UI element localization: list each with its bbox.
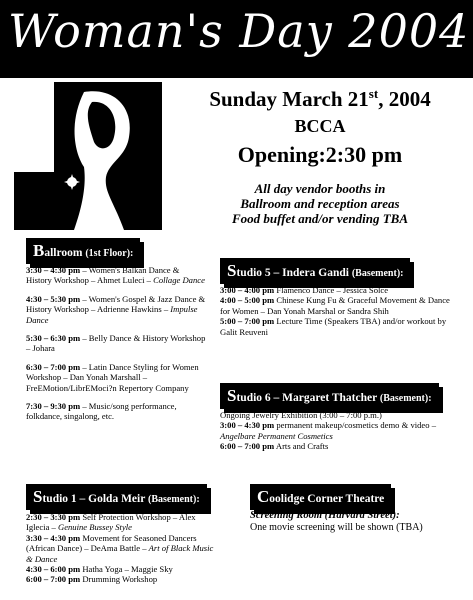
list-item: 4:30 – 5:30 pm – Women's Gospel & Jazz Dance & History Workshop – Adrienne Hawkins – Impulse Dance — [26, 293, 206, 325]
studio6-schedule — [220, 410, 455, 452]
list-item: 6:30 – 7:00 pm – Latin Dance Styling for Women Workshop – Dan Yonah Marshall – FreEMotion/LibrEMoci?n Repertory Company — [26, 361, 199, 393]
studio1-schedule — [26, 512, 221, 585]
screening-text: One movie screening will be shown (TBA) — [250, 521, 423, 533]
event-venue: BCCA — [294, 116, 346, 136]
ballroom-schedule — [26, 265, 206, 430]
list-item: 2:30 – 3:30 pm Self Protection Workshop – Alex Iglecia – Genuine Bussey Style — [26, 512, 196, 533]
coolidge-heading: Coolidge Corner Theatre — [250, 484, 391, 510]
studio5-schedule — [220, 285, 455, 337]
list-item: 7:30 – 9:30 pm – Music/song performance, folkdance, singalong, etc. — [26, 401, 177, 422]
list-item: 3:30 – 4:30 pm – Women's Balkan Dance & History Workshop – Ahmet Luleci – Collage Dance — [26, 265, 205, 286]
title-banner — [0, 0, 473, 78]
vendor-info: All day vendor booths in Ballroom and reception areas Food buffet and/or vending TBA — [231, 181, 408, 226]
list-item: Ongoing Jewelry Exhibition (3:00 – 7:00 p.m.) — [220, 410, 382, 420]
screening-room: Screening Room (Harvard Street): — [250, 510, 400, 521]
list-item: 3:30 – 4:30 pm Movement for Seasoned Dancers (African Dance) – DeAma Battle – Art of Black Music & Dance — [26, 532, 214, 564]
list-item: 4:30 – 6:00 pm Hatha Yoga – Maggie Sky — [26, 564, 173, 575]
opening-time: Opening:2:30 pm — [237, 142, 403, 167]
coolidge-info — [250, 510, 455, 533]
list-item: 3:00 – 4:30 pm permanent makeup/cosmetics demo & video – Angelbare Permanent Cosmetics — [220, 420, 436, 441]
event-date: Sunday March 21st, 2004 — [209, 86, 431, 111]
list-item: 6:00 – 7:00 pm Drumming Workshop — [26, 574, 158, 585]
studio5-heading: Studio 5 – Indera Gandi (Basement): — [220, 258, 410, 284]
list-item: 6:00 – 7:00 pm Arts and Crafts — [220, 441, 329, 452]
list-item: 5:00 – 7:00 pm Lecture Time (Speakers TBA) and/or workout by Galit Reuveni — [220, 316, 447, 337]
list-item: 4:00 – 5:00 pm Chinese Kung Fu & Graceful Movement & Dance for Women – Dan Yonah Marshal or Sandra Shih — [220, 295, 450, 316]
woman-silhouette-illustration — [14, 82, 162, 230]
studio6-heading: Studio 6 – Margaret Thatcher (Basement): — [220, 383, 439, 409]
studio1-heading: Studio 1 – Golda Meir (Basement): — [26, 484, 207, 510]
page-title: Woman's Day 2004 — [8, 4, 470, 58]
list-item: 3:00 – 4:00 pm Flamenco Dance – Jessica Solce — [220, 285, 389, 295]
list-item: 5:30 – 6:30 pm – Belly Dance & History Workshop – Johara — [26, 333, 206, 354]
ballroom-heading: Ballroom (1st Floor): — [26, 238, 140, 264]
